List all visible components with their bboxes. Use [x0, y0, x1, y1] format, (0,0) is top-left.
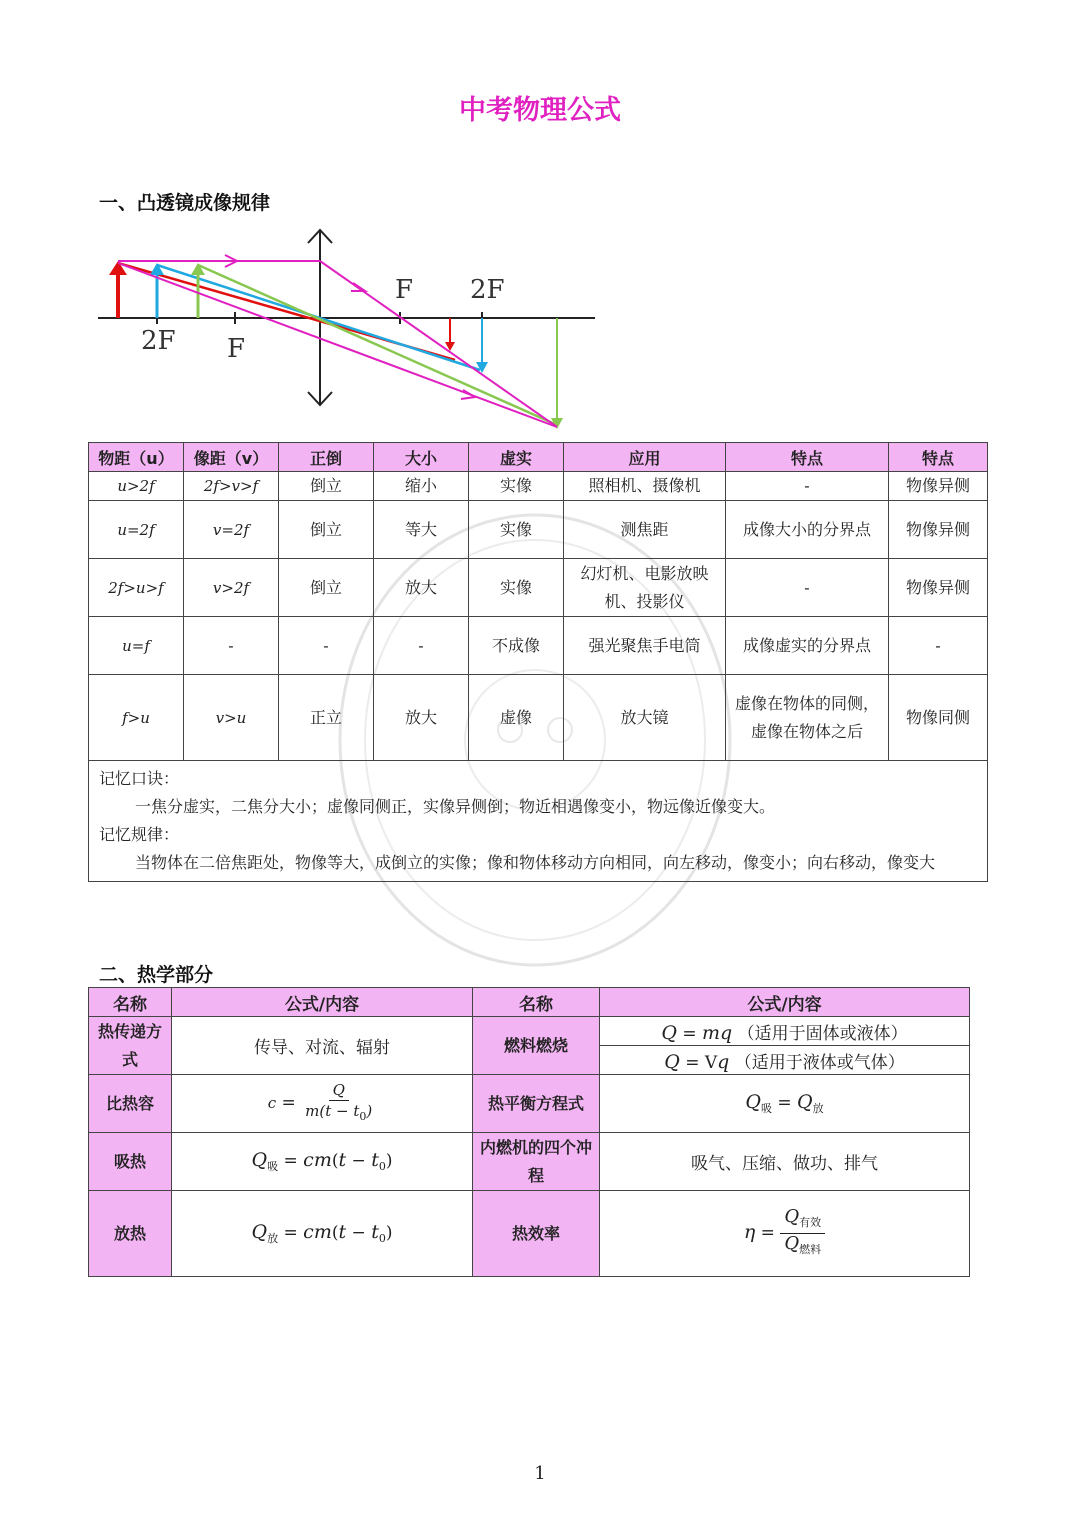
header-application: 应用 — [564, 443, 726, 472]
engine-name: 内燃机的四个冲程 — [473, 1133, 600, 1191]
thermal-table — [88, 987, 970, 1277]
cell-orientation: 倒立 — [279, 559, 374, 617]
cell-application: 测焦距 — [564, 501, 726, 559]
table-row — [89, 559, 988, 617]
header-name: 名称 — [89, 988, 172, 1017]
label-f-left: F — [227, 334, 246, 364]
memo-cell — [89, 761, 988, 882]
cell-size: 放大 — [374, 675, 469, 761]
sub-release: 放 — [267, 1232, 279, 1245]
cell-application: 幻灯机、电影放映机、投影仪 — [564, 559, 726, 617]
cell-v: v>2f — [184, 559, 279, 617]
cell-real-virtual: 实像 — [469, 472, 564, 501]
table-row — [89, 617, 988, 675]
header-feature-2: 特点 — [889, 443, 988, 472]
table-header-row — [89, 443, 988, 472]
cell-orientation: 倒立 — [279, 472, 374, 501]
memo-text-2-content: 当物体在二倍焦距处，物像等大，成倒立的实像；像和物体移动方向相同，向左移动，像变小；向右移动，像变大 — [135, 853, 936, 872]
release-heat-formula: $Q_放 = cm(t - t_0)$ — [172, 1191, 473, 1277]
memo-text-2 — [99, 849, 977, 877]
cell-size: 缩小 — [374, 472, 469, 501]
cell-u: u>2f — [89, 472, 184, 501]
combustion-formula-1: Q = mq （适用于固体或液体） — [600, 1017, 970, 1046]
combustion-name: 燃料燃烧 — [473, 1017, 600, 1075]
heat-transfer-name: 热传递方式 — [89, 1017, 172, 1075]
header-name-2: 名称 — [473, 988, 600, 1017]
page-number: 1 — [534, 1463, 546, 1484]
header-object-distance: 物距（u） — [89, 443, 184, 472]
cell-real-virtual: 虚像 — [469, 675, 564, 761]
cell-orientation: - — [279, 617, 374, 675]
cell-real-virtual: 实像 — [469, 501, 564, 559]
heat-balance-formula: $Q_吸 = Q_放$ — [600, 1075, 970, 1133]
table-header-row — [89, 988, 970, 1017]
memo-title-1: 记忆口诀： — [99, 769, 180, 788]
sub-release: 放 — [812, 1102, 824, 1115]
cell-feature-2: 物像异侧 — [889, 501, 988, 559]
cell-feature: 成像大小的分界点 — [726, 501, 889, 559]
specific-heat-formula: c = $\frac{Q}{m(t - t_0)}$ — [172, 1075, 473, 1133]
header-image-distance: 像距（v） — [184, 443, 279, 472]
cell-orientation: 倒立 — [279, 501, 374, 559]
cell-feature-2: - — [889, 617, 988, 675]
cell-feature: - — [726, 472, 889, 501]
combustion-note-2: （适用于液体或气体） — [734, 1052, 905, 1073]
cell-v: - — [184, 617, 279, 675]
efficiency-name: 热效率 — [473, 1191, 600, 1277]
lens-imaging-table — [88, 442, 988, 882]
cell-u: u=f — [89, 617, 184, 675]
cell-feature: 虚像在物体的同侧，虚像在物体之后 — [726, 675, 889, 761]
cell-feature-2: 物像异侧 — [889, 472, 988, 501]
cell-v: 2f>v>f — [184, 472, 279, 501]
cell-feature-2: 物像同侧 — [889, 675, 988, 761]
engine-value: 吸气、压缩、做功、排气 — [600, 1133, 970, 1191]
memo-text-1: 一焦分虚实，二焦分大小；虚像同侧正，实像异侧倒；物近相遇像变小，物远像近像变大。 — [135, 797, 776, 816]
absorb-heat-name: 吸热 — [89, 1133, 172, 1191]
sub-absorb: 吸 — [760, 1102, 772, 1115]
memo-title-2: 记忆规律： — [99, 825, 180, 844]
table-row — [89, 1075, 970, 1133]
cell-real-virtual: 不成像 — [469, 617, 564, 675]
cell-real-virtual: 实像 — [469, 559, 564, 617]
page-title: 中考物理公式 — [459, 95, 621, 126]
cell-v: v=2f — [184, 501, 279, 559]
convex-lens-diagram — [95, 225, 605, 440]
header-real-virtual: 虚实 — [469, 443, 564, 472]
heat-balance-name: 热平衡方程式 — [473, 1075, 600, 1133]
table-row — [89, 1191, 970, 1277]
section-heading-lens: 一、凸透镜成像规律 — [99, 192, 271, 214]
table-row — [89, 1133, 970, 1191]
release-heat-name: 放热 — [89, 1191, 172, 1277]
cell-size: - — [374, 617, 469, 675]
sub-useful: 有效 — [799, 1216, 822, 1229]
header-formula-2: 公式/内容 — [600, 988, 970, 1017]
cell-feature-2: 物像异侧 — [889, 559, 988, 617]
memo-row — [89, 761, 988, 882]
header-size: 大小 — [374, 443, 469, 472]
label-2f-left: 2F — [141, 326, 176, 356]
section-heading-thermal: 二、热学部分 — [99, 964, 214, 986]
sub-absorb: 吸 — [267, 1160, 279, 1173]
label-2f-right: 2F — [470, 275, 505, 305]
table-row — [89, 501, 988, 559]
label-f-right: F — [395, 275, 414, 305]
header-feature: 特点 — [726, 443, 889, 472]
cell-size: 放大 — [374, 559, 469, 617]
cell-orientation: 正立 — [279, 675, 374, 761]
cell-application: 照相机、摄像机 — [564, 472, 726, 501]
cell-application: 强光聚焦手电筒 — [564, 617, 726, 675]
cell-feature: 成像虚实的分界点 — [726, 617, 889, 675]
combustion-note-1: （适用于固体或液体） — [737, 1023, 908, 1044]
efficiency-formula: η = $\frac{Q_{有效}}{Q_{燃料}}$ — [600, 1191, 970, 1277]
absorb-heat-formula: $Q_吸 = cm(t - t_0)$ — [172, 1133, 473, 1191]
cell-u: u=2f — [89, 501, 184, 559]
table-row — [89, 675, 988, 761]
combustion-formula-2: Q = Vq （适用于液体或气体） — [600, 1046, 970, 1075]
specific-heat-name: 比热容 — [89, 1075, 172, 1133]
header-orientation: 正倒 — [279, 443, 374, 472]
header-formula: 公式/内容 — [172, 988, 473, 1017]
cell-v: v>u — [184, 675, 279, 761]
cell-feature: - — [726, 559, 889, 617]
cell-u: 2f>u>f — [89, 559, 184, 617]
table-row — [89, 1017, 970, 1046]
heat-transfer-value: 传导、对流、辐射 — [172, 1017, 473, 1075]
cell-u: f>u — [89, 675, 184, 761]
cell-size: 等大 — [374, 501, 469, 559]
table-row — [89, 472, 988, 501]
cell-application: 放大镜 — [564, 675, 726, 761]
sub-fuel: 燃料 — [799, 1243, 822, 1256]
